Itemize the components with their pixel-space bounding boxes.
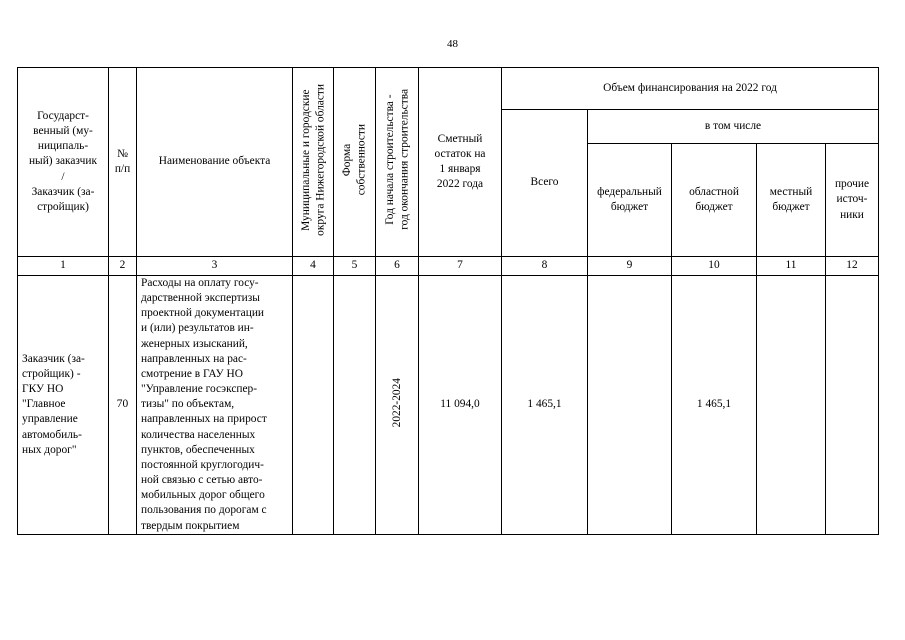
column-number: 3 <box>137 257 293 276</box>
ownership-cell <box>334 276 376 535</box>
header-years-cell <box>376 68 419 257</box>
balance-cell: 11 094,0 <box>419 276 502 535</box>
header-object-name: Наименование объекта <box>137 68 293 257</box>
header-total: Всего <box>502 110 588 257</box>
column-number: 4 <box>293 257 334 276</box>
header-local: местный бюджет <box>757 144 826 257</box>
federal-cell <box>588 276 672 535</box>
header-ownership-cell <box>334 68 376 257</box>
header-municipality-cell <box>293 68 334 257</box>
column-number: 5 <box>334 257 376 276</box>
column-number: 11 <box>757 257 826 276</box>
financing-table <box>17 67 879 535</box>
header-including: в том числе <box>588 110 879 144</box>
years-value: 2022-2024 <box>390 377 403 427</box>
number-cell: 70 <box>109 276 137 535</box>
header-other: прочие источ- ники <box>826 144 879 257</box>
column-number: 6 <box>376 257 419 276</box>
header-federal: федеральный бюджет <box>588 144 672 257</box>
header-customer: Государст- венный (му- ниципаль- ный) заказчик / Заказчик (за- стройщик) <box>18 68 109 257</box>
header-years: Год начала строительства - год окончания строительства <box>383 89 410 230</box>
column-number: 10 <box>672 257 757 276</box>
object-name-cell: Расходы на оплату госу- дарственной экспертизы проектной документации и (или) результатов ин- женерных изысканий, направленных на рас- смотрение в ГАУ НО "Управление госэкспер- тизы" по объектам, направленных на прирост количества населенных пунктов, обеспеченных постоянной круглогодич- ной связью с сетью авто- мобильных дорог общего пользования по дорогам с твердым покрытием <box>137 276 293 535</box>
column-number-row <box>18 257 879 276</box>
other-cell <box>826 276 879 535</box>
years-cell <box>376 276 419 535</box>
header-number: № п/п <box>109 68 137 257</box>
header-ownership: Форма собственности <box>341 123 368 196</box>
total-cell: 1 465,1 <box>502 276 588 535</box>
local-cell <box>757 276 826 535</box>
column-number: 2 <box>109 257 137 276</box>
table-row <box>18 276 879 535</box>
column-number: 8 <box>502 257 588 276</box>
regional-cell: 1 465,1 <box>672 276 757 535</box>
header-municipality: Муниципальные и городские округа Нижегородской области <box>299 83 326 236</box>
column-number: 1 <box>18 257 109 276</box>
header-regional: областной бюджет <box>672 144 757 257</box>
column-number: 12 <box>826 257 879 276</box>
header-balance: Сметный остаток на 1 января 2022 года <box>419 68 502 257</box>
column-number: 9 <box>588 257 672 276</box>
municipality-cell <box>293 276 334 535</box>
customer-cell: Заказчик (за- стройщик) - ГКУ НО "Главное управление автомобиль- ных дорог" <box>18 276 109 535</box>
column-number: 7 <box>419 257 502 276</box>
header-funding: Объем финансирования на 2022 год <box>502 68 879 110</box>
page-number: 48 <box>447 38 458 50</box>
